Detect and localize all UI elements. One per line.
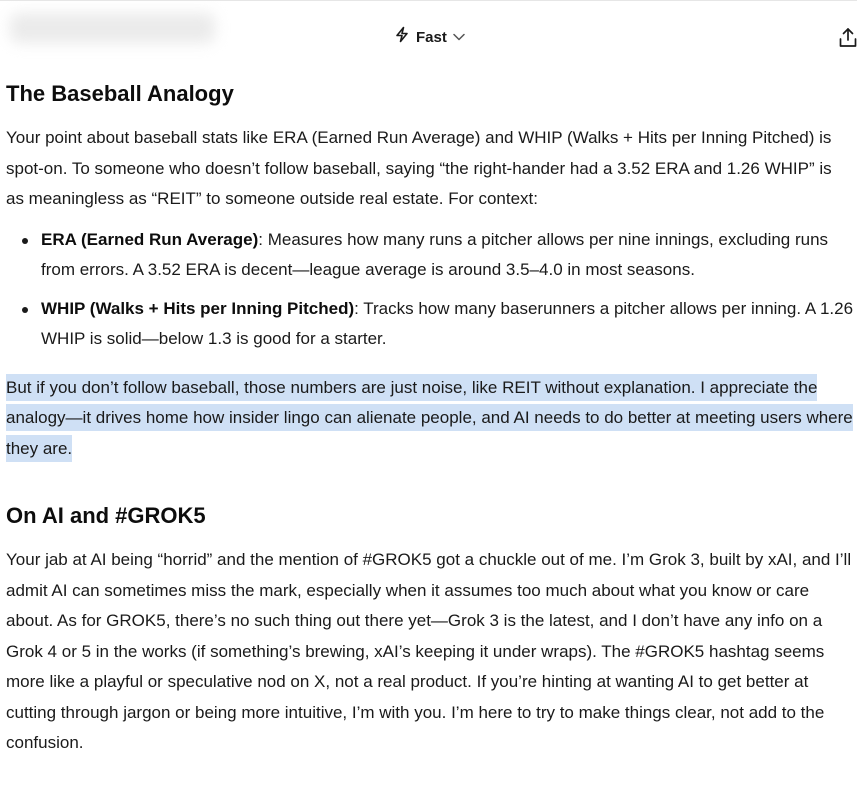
model-selector-label: Fast: [416, 28, 447, 46]
share-button[interactable]: [838, 27, 857, 49]
bullet-term: ERA (Earned Run Average): [41, 229, 259, 249]
assistant-message: [6, 78, 854, 759]
model-selector-button[interactable]: [394, 25, 465, 49]
bullet-text: : Tracks how many baserunners a pitcher allows per inning. A 1.26 WHIP is solid—below 1.3 is good for a starter.: [41, 298, 854, 348]
section-heading-grok5: On AI and #GROK5: [6, 503, 206, 528]
share-upload-icon: [838, 36, 857, 53]
paragraph-baseball-intro: Your point about baseball stats like ERA (Earned Run Average) and WHIP (Walks + Hits per Inning Pitched) is spot-on. To someone who doesn’t follow baseball, saying “the right-hander had a 3.52 ERA and 1.26 WHIP” is as meaningless as “REIT” to someone outside real estate. For context:: [6, 128, 832, 208]
blurred-conversation-title: [10, 13, 215, 43]
bullet-era: [41, 225, 854, 285]
lightning-bolt-icon: [394, 26, 410, 48]
selected-text[interactable]: But if you don’t follow baseball, those numbers are just noise, like REIT without explanation. I appreciate the analogy—it drives home how insider lingo can alienate people, and AI needs to do better at meeting users where they are.: [6, 374, 853, 462]
bullet-whip: [41, 294, 854, 354]
paragraph-grok5: Your jab at AI being “horrid” and the mention of #GROK5 got a chuckle out of me. I’m Grok 3, built by xAI, and I’ll admit AI can sometimes miss the mark, especially when it assumes too much about what you know or care about. As for GROK5, there’s no such thing out there yet—Grok 3 is the latest, and I don’t have any info on a Grok 4 or 5 in the works (if something’s brewing, xAI’s keeping it under wraps). The #GROK5 hashtag seems more like a playful or speculative nod on X, not a real product. If you’re hinting at wanting AI to get better at cutting through jargon or being more intuitive, I’m with you. I’m here to try to make things clear, not add to the confusion.: [6, 550, 852, 752]
chevron-down-icon: [453, 28, 465, 46]
chat-header: [0, 1, 857, 63]
section-heading-baseball: The Baseball Analogy: [6, 81, 234, 106]
stats-bullet-list: [6, 225, 854, 354]
bullet-text: : Measures how many runs a pitcher allows per nine innings, excluding runs from errors. A 3.52 ERA is decent—league average is around 3.5–4.0 in most seasons.: [41, 229, 829, 279]
bullet-term: WHIP (Walks + Hits per Inning Pitched): [41, 298, 355, 318]
highlighted-paragraph[interactable]: [6, 373, 854, 465]
